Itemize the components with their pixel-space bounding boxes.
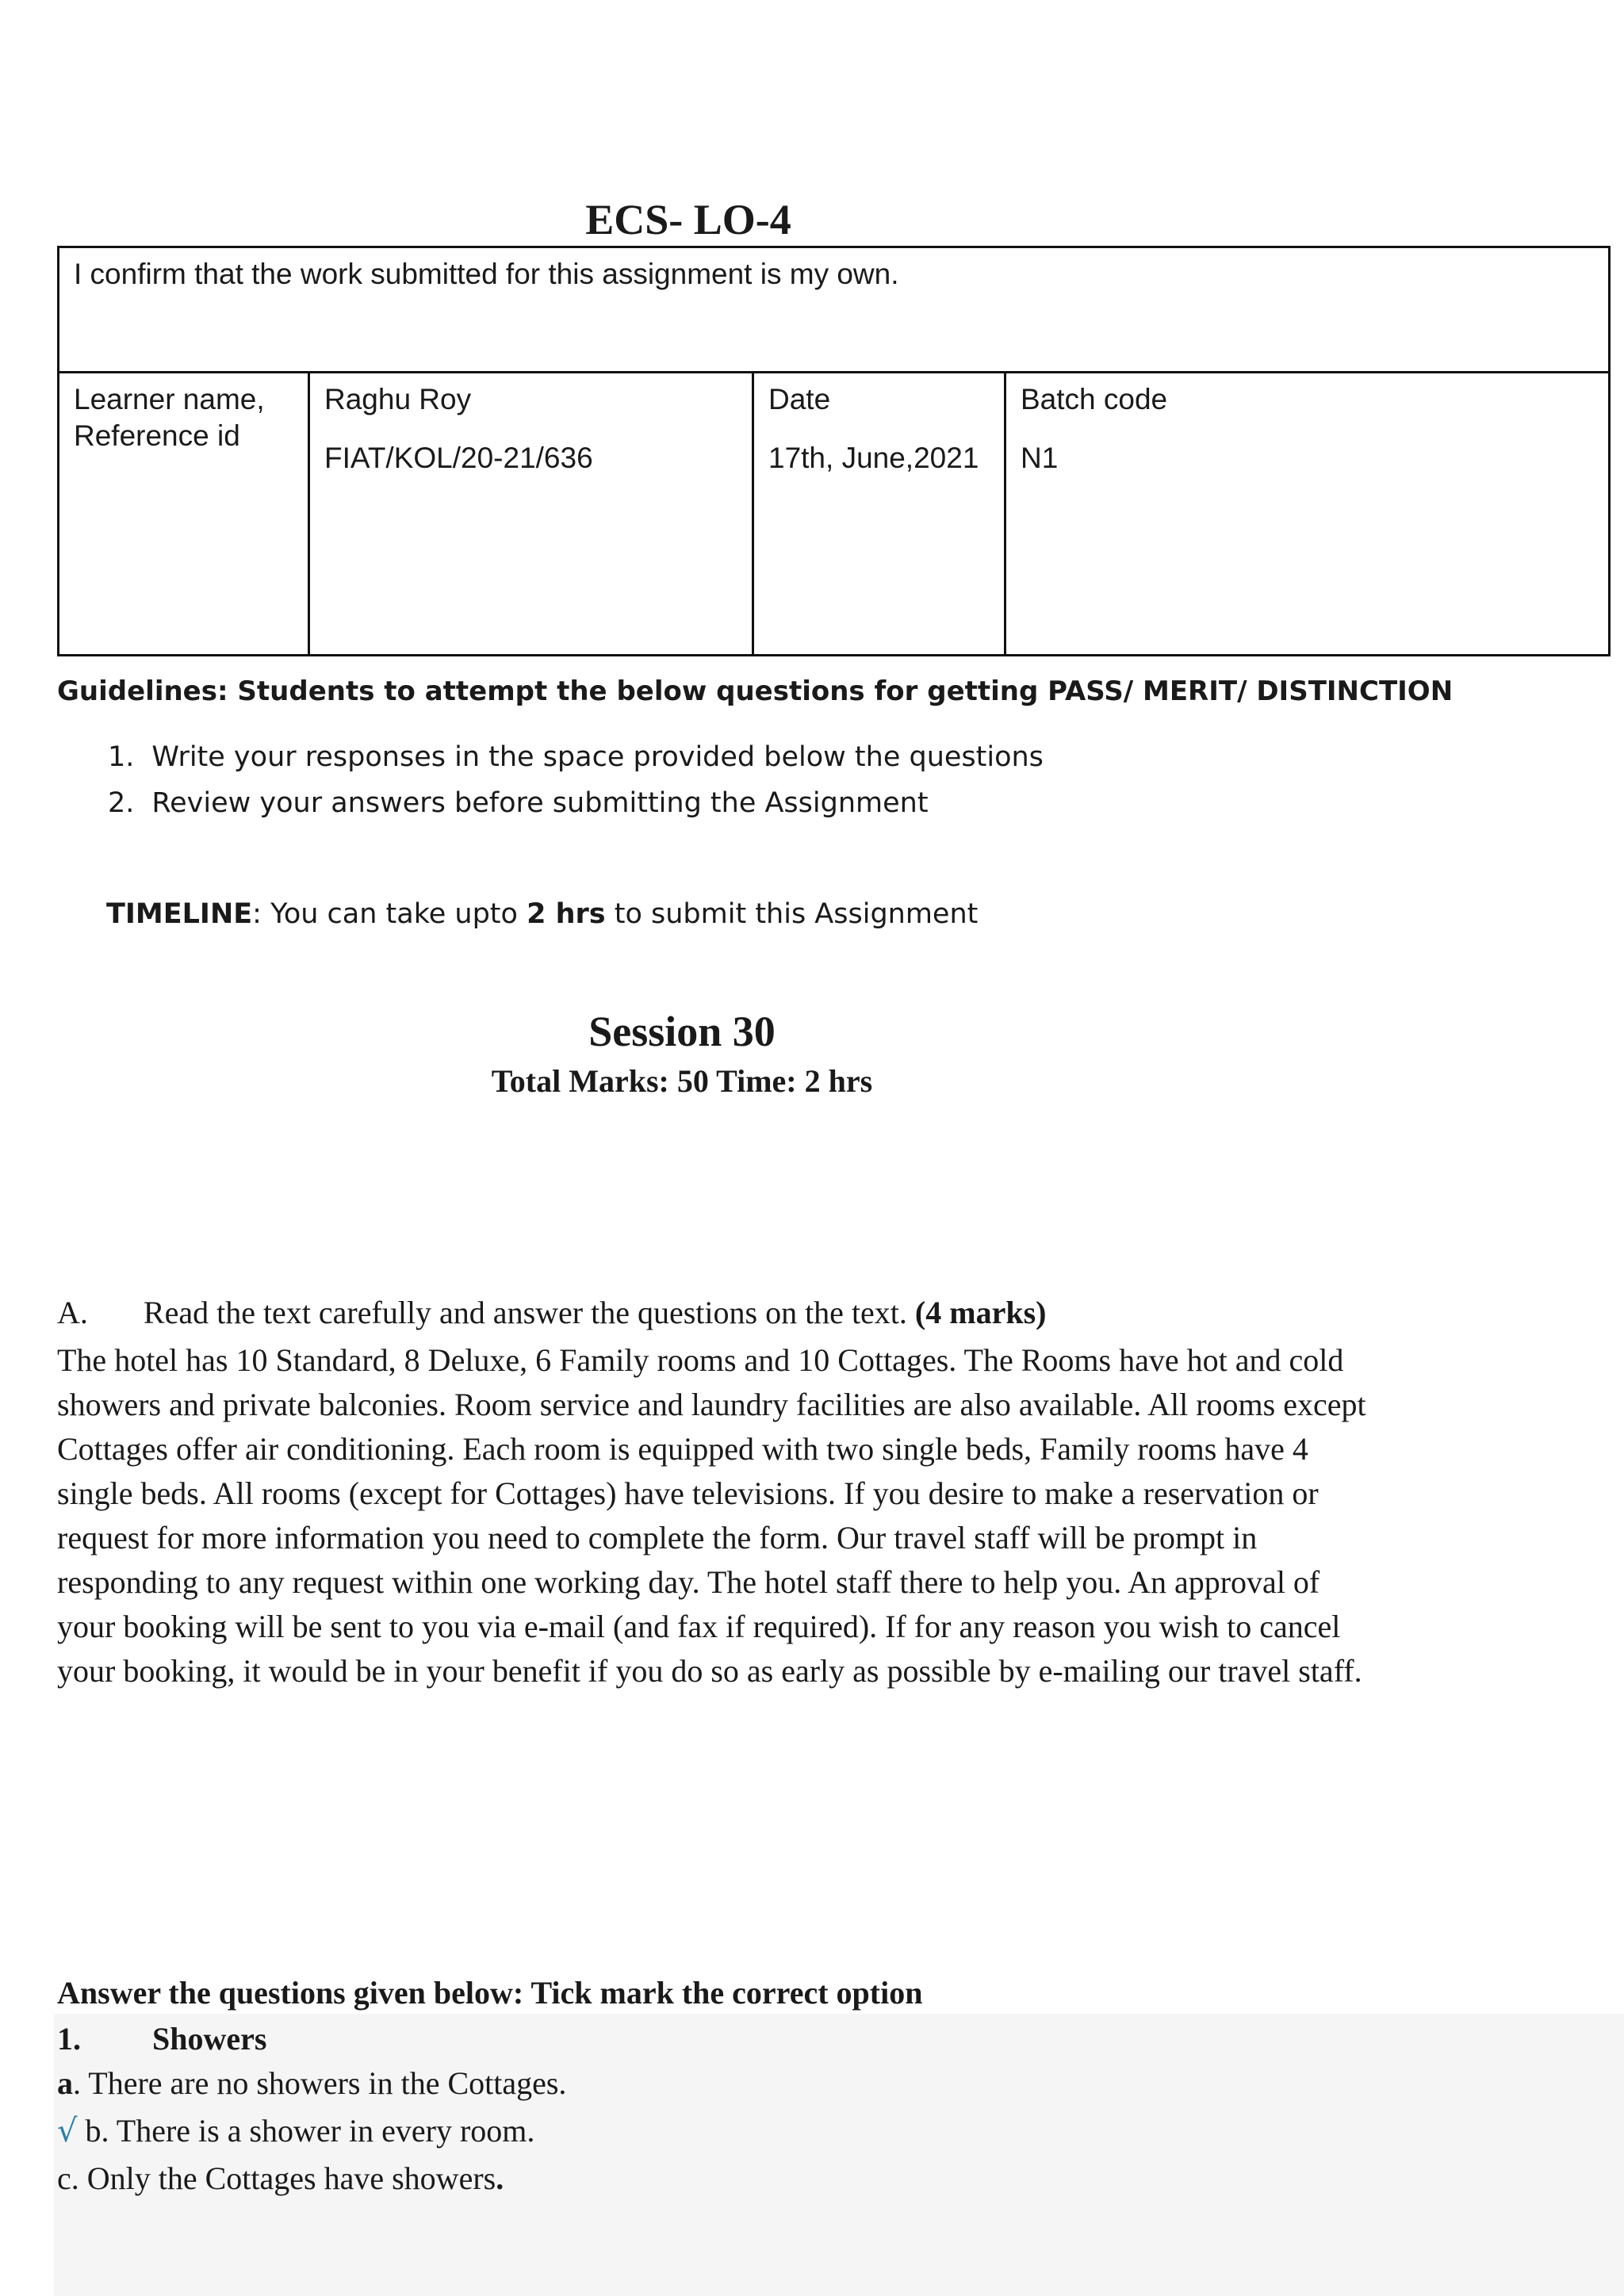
session-title: Session 30 — [588, 1008, 776, 1055]
learner-value-cell — [309, 373, 753, 656]
option-end-punct: . — [496, 2160, 504, 2196]
questions-heading: Answer the questions given below: Tick mark the correct option — [57, 1975, 923, 2011]
option-letter: a — [57, 2065, 73, 2101]
passage-line: responding to any request within one working day. The hotel staff there to help you. An approval of — [57, 1564, 1320, 1600]
date-cell — [753, 373, 1005, 656]
batch-label: Batch code — [1021, 383, 1168, 415]
section-letter: A. — [57, 1295, 88, 1330]
guideline-number: 1. — [108, 741, 135, 773]
option-text: c. Only the Cottages have showers — [57, 2160, 496, 2196]
date-label: Date — [768, 383, 831, 415]
guideline-item-1 — [108, 741, 1044, 773]
guideline-text: Review your answers before submitting the Assignment — [151, 787, 929, 819]
learner-label-cell — [59, 373, 309, 656]
reference-id-label: Reference id — [74, 419, 240, 452]
section-a-heading — [57, 1294, 1046, 1331]
option-c[interactable] — [57, 2160, 504, 2197]
batch-value: N1 — [1021, 442, 1059, 474]
tick-mark-icon: √ — [57, 2113, 78, 2149]
passage-line: single beds. All rooms (except for Cottages) have televisions. If you desire to make a reservation or — [57, 1475, 1319, 1511]
reading-passage — [57, 1338, 1611, 1693]
option-text: b. There is a shower in every room. — [77, 2113, 535, 2149]
reference-id: FIAT/KOL/20-21/636 — [324, 442, 593, 474]
timeline-note — [106, 898, 978, 930]
passage-line: your booking, it would be in your benefit if you do so as early as possible by e-mailing our travel staff. — [57, 1653, 1362, 1689]
timeline-text-pre: : You can take upto — [252, 898, 527, 930]
option-b[interactable] — [57, 2112, 534, 2149]
declaration-text: I confirm that the work submitted for this assignment is my own. — [74, 258, 899, 290]
passage-line: showers and private balconies. Room service and laundry facilities are also available. All rooms except — [57, 1387, 1366, 1422]
learner-name: Raghu Roy — [324, 383, 472, 415]
learner-name-label: Learner name, — [74, 383, 265, 415]
passage-line: request for more information you need to complete the form. Our travel staff will be prompt in — [57, 1520, 1258, 1556]
passage-line: Cottages offer air conditioning. Each room is equipped with two single beds, Family rooms have 4 — [57, 1431, 1308, 1467]
question-title: Showers — [152, 2021, 267, 2057]
passage-line: The hotel has 10 Standard, 8 Deluxe, 6 Family rooms and 10 Cottages. The Rooms have hot and cold — [57, 1342, 1344, 1378]
section-marks: (4 marks) — [914, 1295, 1047, 1330]
timeline-duration: 2 hrs — [527, 898, 606, 930]
declaration-cell — [59, 247, 1610, 373]
section-instruction: Read the text carefully and answer the questions on the text. — [143, 1295, 915, 1330]
guideline-text: Write your responses in the space provided below the questions — [151, 741, 1044, 773]
passage-line: your booking will be sent to you via e-mail (and fax if required). If for any reason you wish to cancel — [57, 1609, 1341, 1644]
timeline-text-post: to submit this Assignment — [605, 898, 979, 930]
assignment-title: ECS- LO-4 — [585, 196, 791, 243]
batch-cell — [1005, 373, 1610, 656]
timeline-label: TIMELINE — [106, 898, 253, 930]
guidelines-heading: Guidelines: Students to attempt the below questions for getting PASS/ MERIT/ DISTINCTION — [57, 675, 1454, 707]
option-a[interactable] — [57, 2064, 566, 2102]
guideline-item-2 — [108, 787, 929, 819]
question-number: 1. — [57, 2021, 81, 2057]
question-1 — [57, 2020, 266, 2057]
guideline-number: 2. — [108, 787, 135, 819]
learner-info-table — [57, 246, 1611, 656]
date-value: 17th, June,2021 — [768, 442, 979, 474]
option-text: . There are no showers in the Cottages. — [73, 2065, 567, 2101]
marks-time: Total Marks: 50 Time: 2 hrs — [491, 1063, 873, 1099]
answer-shading — [54, 2014, 1624, 2296]
